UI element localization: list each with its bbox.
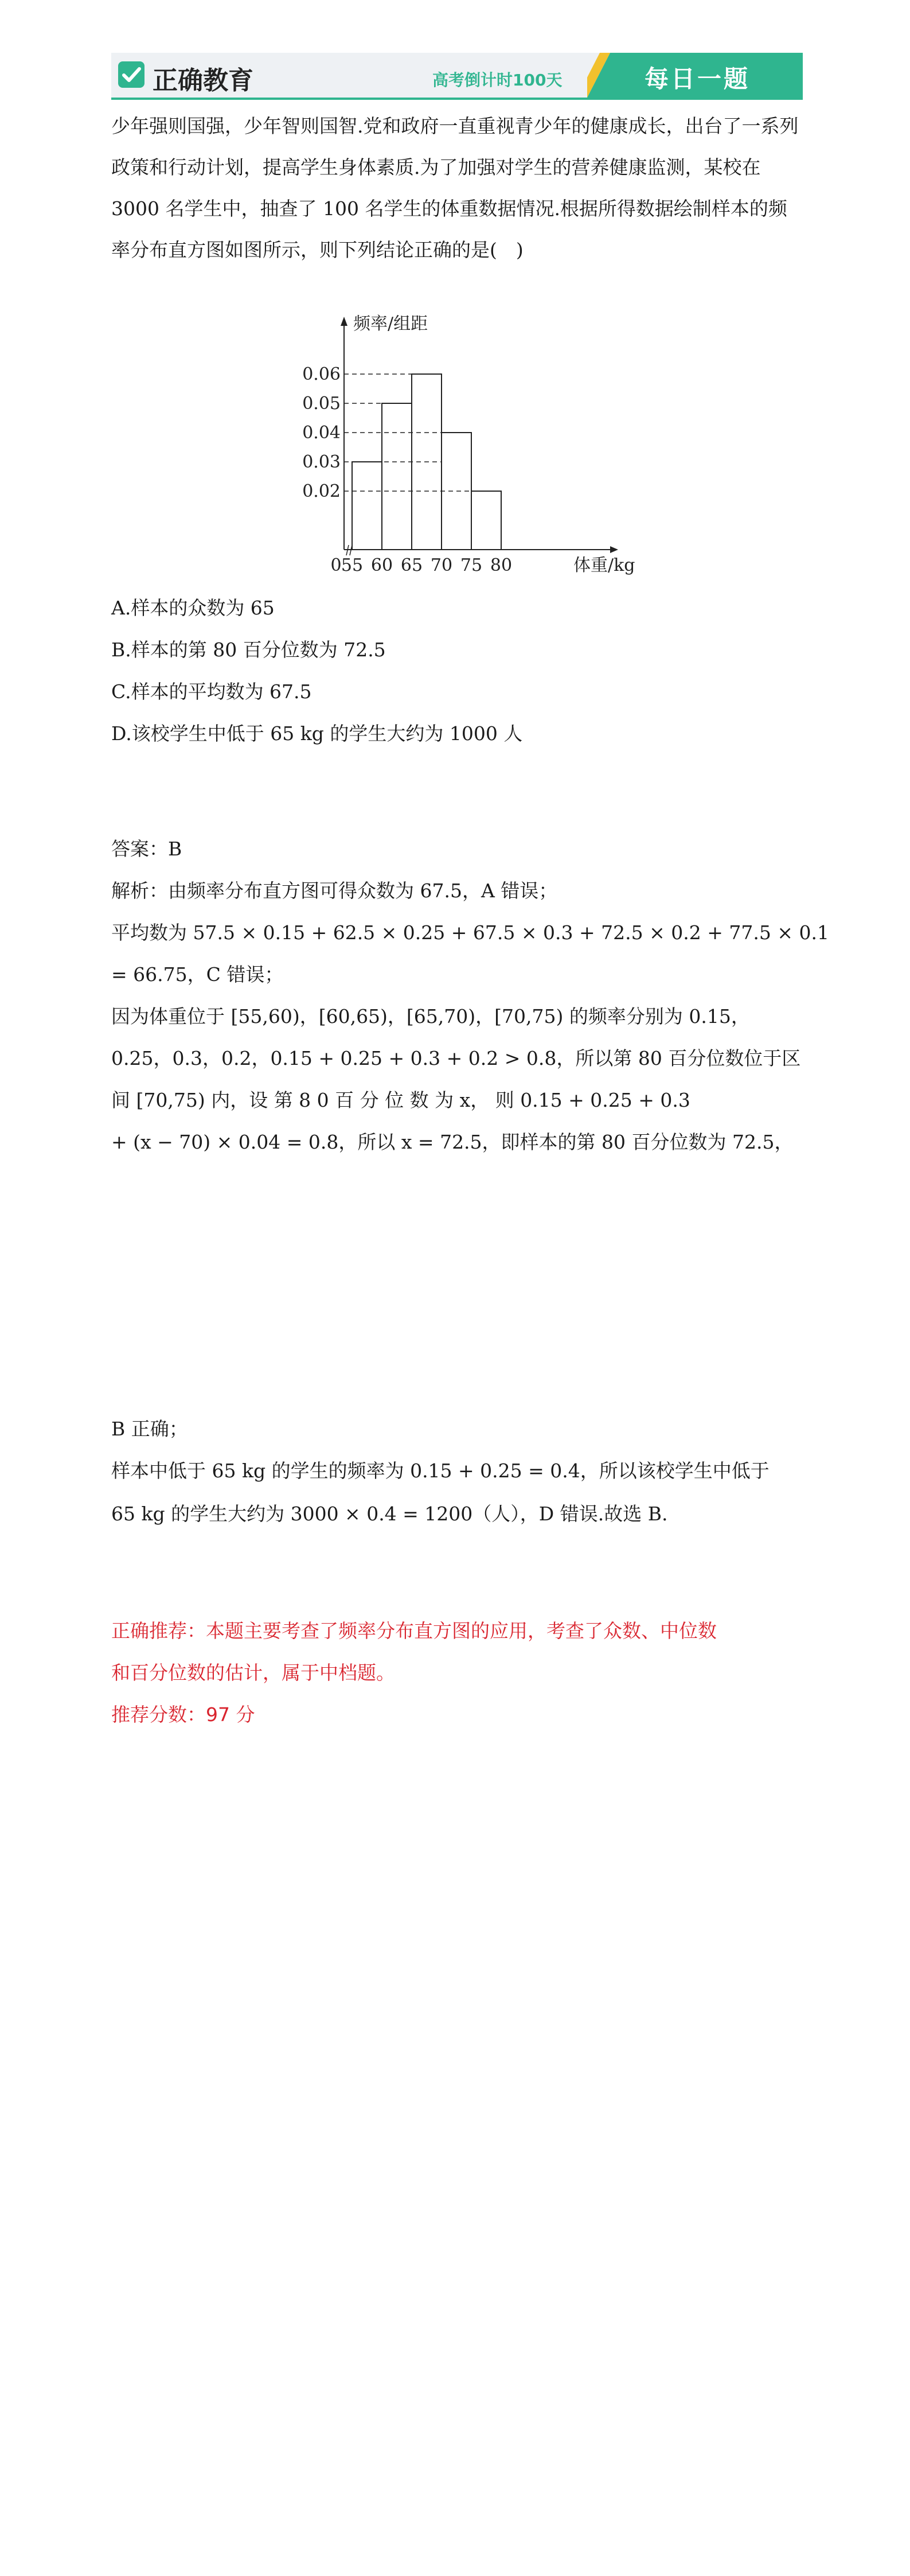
x-tick-label: 70 bbox=[430, 555, 453, 575]
origin-label: 0 bbox=[330, 555, 342, 575]
check-icon bbox=[118, 61, 144, 88]
daily-question-label: 每日一题 bbox=[645, 65, 751, 93]
x-tick-label: 65 bbox=[400, 555, 423, 575]
y-tick-label: 0.06 bbox=[302, 364, 341, 384]
analysis-line: 0.25，0.3，0.2，0.15 + 0.25 + 0.3 + 0.2 > 0.8，所以第 80 百分位数位于区 bbox=[111, 1047, 801, 1069]
x-axis-label: 体重/kg bbox=[573, 555, 635, 575]
y-tick-label: 0.04 bbox=[302, 423, 341, 443]
x-axis-arrow bbox=[610, 546, 618, 553]
analysis-line: 解析：由频率分布直方图可得众数为 67.5，A 错误； bbox=[111, 880, 558, 902]
recommendation-line: 和百分位数的估计，属于中档题。 bbox=[111, 1661, 395, 1684]
x-tick-label: 75 bbox=[460, 555, 483, 575]
y-tick-label: 0.02 bbox=[302, 481, 341, 501]
header-banner bbox=[111, 53, 803, 100]
histogram-bar bbox=[471, 491, 501, 550]
x-tick-label: 80 bbox=[490, 555, 513, 575]
analysis-continued-line: B 正确； bbox=[111, 1418, 188, 1440]
histogram-chart bbox=[281, 310, 648, 579]
y-axis-label: 频率/组距 bbox=[353, 314, 428, 334]
analysis-line: 因为体重位于 [55,60)，[60,65)，[65,70)，[70,75) 的频率分别为 0.15， bbox=[111, 1005, 750, 1028]
question-stem: 少年强则国强，少年智则国智.党和政府一直重视青少年的健康成长，出台了一系列政策和行动计划，提高学生身体素质.为了加强对学生的营养健康监测，某校在 3000 名学生中，抽查了 100 名学生的体重数据情况.根据所得数据绘制样本的频率分布直方图如图所示，则下列结论正确的是( ) bbox=[111, 115, 799, 261]
histogram-bar bbox=[382, 403, 412, 550]
recommendation-score: 推荐分数：97 分 bbox=[111, 1703, 255, 1726]
analysis-line: 间 [70,75) 内，设 第 8 0 百 分 位 数 为 x， 则 0.15 + 0.25 + 0.3 bbox=[111, 1089, 690, 1111]
countdown-text: 高考倒计时100天 bbox=[432, 71, 563, 90]
answer-label: 答案：B bbox=[111, 838, 182, 860]
x-tick-label: 60 bbox=[370, 555, 393, 575]
y-axis-arrow bbox=[341, 317, 347, 326]
x-tick-label: 55 bbox=[341, 555, 364, 575]
y-tick-label: 0.03 bbox=[302, 452, 341, 472]
option-a: A.样本的众数为 65 bbox=[111, 597, 275, 619]
option-d: D.该校学生中低于 65 kg 的学生大约为 1000 人 bbox=[111, 722, 523, 745]
brand-name: 正确教育 bbox=[153, 66, 253, 95]
analysis-line: 平均数为 57.5 × 0.15 + 62.5 × 0.25 + 67.5 × 0.3 + 72.5 × 0.2 + 77.5 × 0.1 bbox=[111, 921, 829, 944]
option-b: B.样本的第 80 百分位数为 72.5 bbox=[111, 639, 386, 661]
option-c: C.样本的平均数为 67.5 bbox=[111, 680, 312, 703]
analysis-continued-line: 样本中低于 65 kg 的学生的频率为 0.15 + 0.25 = 0.4，所以该校学生中低于 bbox=[111, 1460, 770, 1482]
analysis-continued-line: 65 kg 的学生大约为 3000 × 0.4 = 1200（人），D 错误.故选 B. bbox=[111, 1503, 668, 1525]
analysis-line: + (x − 70) × 0.04 = 0.8，所以 x = 72.5，即样本的第 80 百分位数为 72.5， bbox=[111, 1131, 794, 1153]
analysis-line: = 66.75，C 错误； bbox=[111, 963, 284, 986]
histogram-bar bbox=[352, 462, 382, 550]
recommendation-line: 正确推荐：本题主要考查了频率分布直方图的应用，考查了众数、中位数 bbox=[111, 1620, 717, 1642]
y-tick-label: 0.05 bbox=[302, 394, 341, 414]
